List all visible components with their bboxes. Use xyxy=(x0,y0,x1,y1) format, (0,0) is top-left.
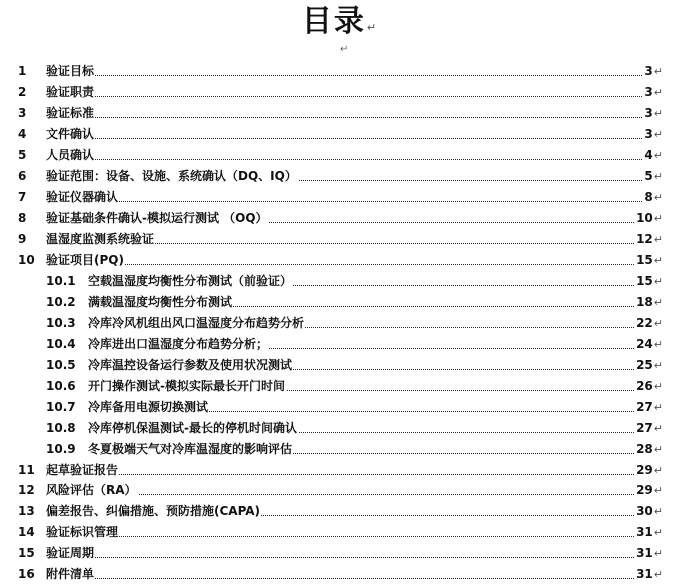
toc-entry[interactable] xyxy=(0,313,680,333)
toc-entry[interactable] xyxy=(0,292,680,312)
toc-entry-text: 验证周期 xyxy=(46,543,95,563)
toc-entry-text: 起草验证报告 xyxy=(46,460,119,480)
paragraph-mark-icon: ↵ xyxy=(653,254,663,267)
toc-entry-text: 风险评估（RA） xyxy=(46,480,138,500)
toc-entry[interactable] xyxy=(0,61,680,81)
toc-entry-text: 验证范围：设备、设施、系统确认（DQ、IQ） xyxy=(46,166,298,186)
toc-entry[interactable] xyxy=(0,480,680,500)
toc-entry[interactable] xyxy=(0,355,680,375)
dot-leader xyxy=(46,117,652,118)
toc-entry-text: 验证基础条件确认-模拟运行测试 （OQ） xyxy=(46,208,269,228)
toc-entry-page-number xyxy=(635,271,663,292)
toc-entry-page-value: 31 xyxy=(636,546,653,560)
dot-leader xyxy=(46,75,652,76)
paragraph-mark-icon: ↵ xyxy=(653,526,663,539)
toc-entry-page-value: 25 xyxy=(636,358,653,372)
toc-entry-text: 空载温湿度均衡性分布测试（前验证） xyxy=(88,271,293,291)
paragraph-mark-icon: ↵ xyxy=(653,317,663,330)
toc-entry-text: 开门操作测试-模拟实际最长开门时间 xyxy=(88,376,286,396)
paragraph-mark-icon: ↵ xyxy=(653,191,663,204)
toc-entry-page-number xyxy=(635,501,663,522)
toc-entry-page-number xyxy=(635,334,663,355)
toc-entry-text: 验证仪器确认 xyxy=(46,187,119,207)
toc-entry-page-value: 15 xyxy=(636,274,653,288)
toc-entry[interactable] xyxy=(0,543,680,563)
toc-entry-number: 8 xyxy=(18,211,27,225)
toc-title-text: 目录 xyxy=(301,4,366,39)
toc-entry-page-value: 3 xyxy=(644,106,653,120)
toc-entry-page-value: 10 xyxy=(636,211,653,225)
toc-entry-number: 13 xyxy=(18,504,35,518)
toc-entry-page-number xyxy=(643,187,663,208)
paragraph-mark-icon: ↵ xyxy=(653,65,663,78)
dot-leader xyxy=(46,578,652,579)
toc-entry-page-number xyxy=(643,61,663,82)
dot-leader xyxy=(46,557,652,558)
paragraph-mark-icon: ↵ xyxy=(653,359,663,372)
toc-entry-page-value: 3 xyxy=(644,127,653,141)
toc-entry[interactable] xyxy=(0,271,680,291)
toc-entry-page-number xyxy=(635,355,663,376)
toc-entry-number: 10.6 xyxy=(46,379,76,393)
dot-leader xyxy=(46,536,652,537)
toc-entry[interactable] xyxy=(0,166,680,186)
toc-entry-number: 10.1 xyxy=(46,274,76,288)
toc-entry-number: 10 xyxy=(18,253,35,267)
dot-leader xyxy=(46,474,652,475)
toc-entry[interactable] xyxy=(0,376,680,396)
toc-entry-page-value: 28 xyxy=(636,442,653,456)
toc-entry-page-number xyxy=(635,250,663,271)
toc-entry[interactable] xyxy=(0,103,680,123)
paragraph-mark-icon: ↵ xyxy=(653,212,663,225)
toc-entry-text: 验证标识管理 xyxy=(46,522,119,542)
toc-entry-number: 3 xyxy=(18,106,27,120)
paragraph-mark-icon: ↵ xyxy=(653,338,663,351)
toc-entry-page-number xyxy=(635,460,663,481)
paragraph-mark-icon: ↵ xyxy=(366,21,379,34)
toc-entry-number: 10.5 xyxy=(46,358,76,372)
toc-entry-text: 人员确认 xyxy=(46,145,95,165)
toc-entry[interactable] xyxy=(0,124,680,144)
toc-entry[interactable] xyxy=(0,522,680,542)
paragraph-mark-icon: ↵ xyxy=(653,505,663,518)
toc-title xyxy=(0,2,680,48)
toc-entry-number: 10.4 xyxy=(46,337,76,351)
toc-entry-number: 11 xyxy=(18,463,35,477)
toc-entry[interactable] xyxy=(0,145,680,165)
toc-entry-text: 冷库冷风机组出风口温湿度分布趋势分析 xyxy=(88,313,305,333)
toc-entry-page-number xyxy=(635,418,663,439)
toc-entry[interactable] xyxy=(0,208,680,228)
toc-entry-text: 偏差报告、纠偏措施、预防措施(CAPA) xyxy=(46,501,261,521)
dot-leader xyxy=(46,96,652,97)
paragraph-mark-icon: ↵ xyxy=(653,128,663,141)
paragraph-mark-icon: ↵ xyxy=(653,149,663,162)
paragraph-mark-icon: ↵ xyxy=(653,233,663,246)
toc-entry-page-number xyxy=(635,376,663,397)
toc-entry-page-value: 24 xyxy=(636,337,653,351)
toc-entry[interactable] xyxy=(0,501,680,521)
toc-entry[interactable] xyxy=(0,334,680,354)
toc-entry[interactable] xyxy=(0,82,680,102)
toc-entry-page-value: 18 xyxy=(636,295,653,309)
toc-entry[interactable] xyxy=(0,460,680,480)
paragraph-mark-icon: ↵ xyxy=(653,464,663,477)
toc-entry-text: 冷库停机保温测试-最长的停机时间确认 xyxy=(88,418,298,438)
toc-entry-page-value: 29 xyxy=(636,463,653,477)
toc-entry-number: 4 xyxy=(18,127,27,141)
paragraph-mark-icon: ↵ xyxy=(653,275,663,288)
dot-leader xyxy=(46,138,652,139)
toc-entry-text: 冷库温控设备运行参数及使用状况测试 xyxy=(88,355,293,375)
paragraph-mark-icon: ↵ xyxy=(653,547,663,560)
toc-entry[interactable] xyxy=(0,229,680,249)
paragraph-mark-icon: ↵ xyxy=(653,484,663,497)
toc-entry-page-value: 27 xyxy=(636,400,653,414)
toc-entry-page-value: 5 xyxy=(644,169,653,183)
toc-entry-number: 10.8 xyxy=(46,421,76,435)
toc-entry-page-number xyxy=(643,103,663,124)
toc-entry-number: 15 xyxy=(18,546,35,560)
toc-entry-page-value: 3 xyxy=(644,64,653,78)
toc-entry-number: 12 xyxy=(18,483,35,497)
toc-entry-page-number xyxy=(635,313,663,334)
toc-entry-page-number xyxy=(635,292,663,313)
toc-entry[interactable] xyxy=(0,439,680,459)
toc-entry-page-value: 31 xyxy=(636,525,653,539)
toc-entry-page-number xyxy=(635,522,663,543)
toc-entry-number: 7 xyxy=(18,190,27,204)
toc-entry-number: 10.7 xyxy=(46,400,76,414)
empty-paragraph-mark-icon: ↵ xyxy=(340,44,349,55)
toc-entry-page-number xyxy=(643,145,663,166)
toc-entry-text: 冷库备用电源切换测试 xyxy=(88,397,209,417)
toc-entry-page-value: 15 xyxy=(636,253,653,267)
toc-entry-text: 温湿度监测系统验证 xyxy=(46,229,155,249)
toc-entry-text: 冷库进出口温湿度分布趋势分析； xyxy=(88,334,269,354)
dot-leader xyxy=(46,201,652,202)
toc-entry-number: 1 xyxy=(18,64,27,78)
toc-entry-page-value: 29 xyxy=(636,483,653,497)
toc-entry[interactable] xyxy=(0,564,680,584)
toc-entry-page-number xyxy=(643,82,663,103)
toc-entry-page-number xyxy=(635,208,663,229)
toc-entry-text: 文件确认 xyxy=(46,124,95,144)
toc-entry-page-number xyxy=(635,439,663,460)
toc-entry-text: 验证项目(PQ) xyxy=(46,250,125,270)
paragraph-mark-icon: ↵ xyxy=(653,107,663,120)
toc-entry-text: 验证目标 xyxy=(46,61,95,81)
toc-entry-number: 14 xyxy=(18,525,35,539)
toc-entry-text: 验证标准 xyxy=(46,103,95,123)
toc-entry-page-number xyxy=(635,480,663,501)
toc-entry-page-number xyxy=(635,564,663,585)
paragraph-mark-icon: ↵ xyxy=(653,170,663,183)
toc-entry-page-number xyxy=(635,397,663,418)
toc-entry-page-value: 8 xyxy=(644,190,653,204)
toc-entry-number: 10.3 xyxy=(46,316,76,330)
dot-leader xyxy=(46,159,652,160)
toc-entry-page-value: 27 xyxy=(636,421,653,435)
toc-entry-page-value: 12 xyxy=(636,232,653,246)
toc-entry-number: 6 xyxy=(18,169,27,183)
toc-entry[interactable] xyxy=(0,418,680,438)
toc-entry-number: 16 xyxy=(18,567,35,581)
toc-entry[interactable] xyxy=(0,397,680,417)
toc-entry-page-number xyxy=(643,124,663,145)
toc-entry-page-value: 30 xyxy=(636,504,653,518)
toc-entry[interactable] xyxy=(0,187,680,207)
toc-entry-text: 冬夏极端天气对冷库温湿度的影响评估 xyxy=(88,439,293,459)
toc-entry-number: 5 xyxy=(18,148,27,162)
toc-entry-page-number xyxy=(635,229,663,250)
paragraph-mark-icon: ↵ xyxy=(653,422,663,435)
toc-entry[interactable] xyxy=(0,250,680,270)
toc-entry-page-number xyxy=(643,166,663,187)
toc-entry-number: 2 xyxy=(18,85,27,99)
toc-entry-text: 附件清单 xyxy=(46,564,95,584)
toc-entry-text: 验证职责 xyxy=(46,82,95,102)
paragraph-mark-icon: ↵ xyxy=(653,380,663,393)
paragraph-mark-icon: ↵ xyxy=(653,568,663,581)
dot-leader xyxy=(46,264,652,265)
toc-entry-page-value: 31 xyxy=(636,567,653,581)
paragraph-mark-icon: ↵ xyxy=(653,86,663,99)
toc-entry-page-value: 4 xyxy=(644,148,653,162)
toc-entry-number: 10.2 xyxy=(46,295,76,309)
toc-entry-text: 满载温湿度均衡性分布测试 xyxy=(88,292,233,312)
toc-entry-number: 10.9 xyxy=(46,442,76,456)
paragraph-mark-icon: ↵ xyxy=(653,296,663,309)
toc-entry-number: 9 xyxy=(18,232,27,246)
toc-entry-page-value: 3 xyxy=(644,85,653,99)
paragraph-mark-icon: ↵ xyxy=(653,443,663,456)
paragraph-mark-icon: ↵ xyxy=(653,401,663,414)
toc-entry-page-number xyxy=(635,543,663,564)
toc-entry-page-value: 22 xyxy=(636,316,653,330)
toc-entry-page-value: 26 xyxy=(636,379,653,393)
